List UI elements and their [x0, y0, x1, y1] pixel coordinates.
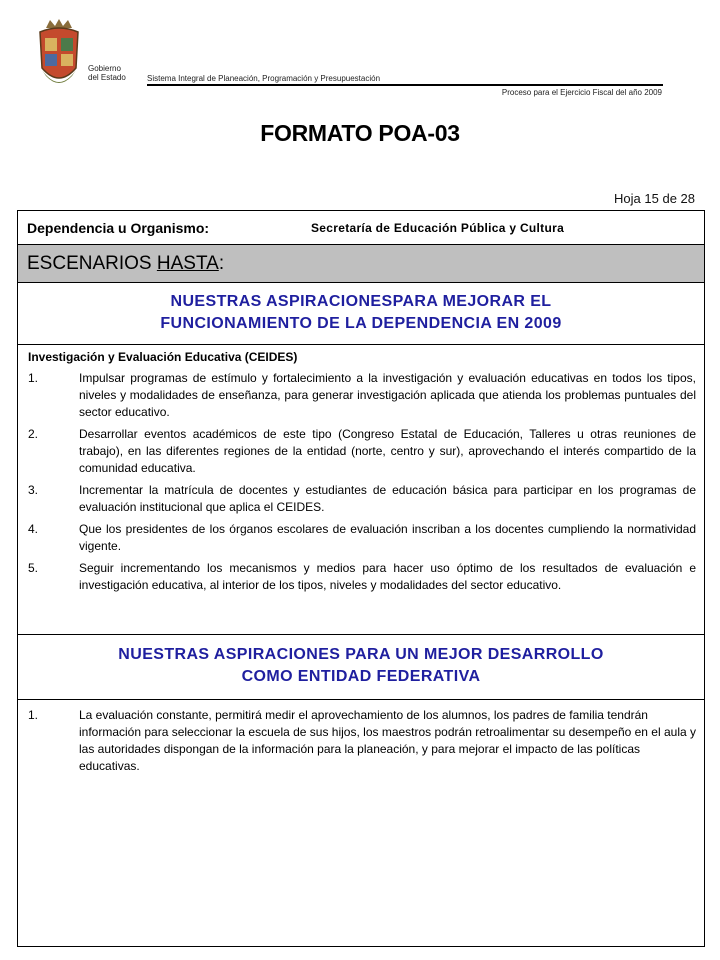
- list-item: [28, 521, 696, 555]
- dependency-row: [18, 211, 704, 245]
- scenarios-prefix: ESCENARIOS: [27, 252, 152, 274]
- scenarios-underlined: HASTA: [156, 252, 219, 274]
- list-item-text: Que los presidentes de los órganos escolares de evaluación inscriban a los docentes cumpliendo la normatividad vigente.: [79, 522, 696, 553]
- list-item-number: 1.: [28, 708, 39, 722]
- list-item: [28, 560, 696, 594]
- page-header: [0, 0, 720, 110]
- sheet-number: Hoja 15 de 28: [614, 191, 695, 206]
- list-item-text: La evaluación constante, permitirá medir el aprovechamiento de los alumnos, los padres de familia tendrán información para seleccionar la escuela de sus hijos, los maestros podrán retroalimentar su desempeño en el aula y las autoridades dispongan de la información para la planeación, y para mejorar el impacto de las políticas educativas.: [79, 708, 696, 773]
- section1-heading-line2: FUNCIONAMIENTO DE LA DEPENDENCIA EN 2009: [160, 315, 562, 332]
- list-item: [28, 426, 696, 477]
- list-item-number: 3.: [28, 483, 39, 497]
- document-title: FORMATO POA-03: [260, 120, 460, 146]
- section1-body: [28, 349, 696, 599]
- header-rule: [147, 84, 663, 86]
- scenarios-row: [18, 245, 704, 283]
- section1-heading: [18, 283, 704, 345]
- list-item: [28, 482, 696, 516]
- scenarios-suffix: :: [218, 252, 225, 274]
- list-item-number: 4.: [28, 522, 39, 536]
- section2-heading: [18, 634, 704, 700]
- system-name: Sistema Integral de Planeación, Programación y Presupuestación: [147, 74, 381, 83]
- list-item-text: Seguir incrementando los mecanismos y medios para hacer uso óptimo de los resultados de evaluación e investigación educativa, al interior de los tipos, niveles y modalidades del sector educativo.: [79, 561, 696, 592]
- state-seal-icon: [36, 18, 82, 96]
- list-item: [28, 707, 696, 775]
- list-item-number: 5.: [28, 561, 39, 575]
- dependency-label: Dependencia u Organismo:: [27, 219, 210, 236]
- government-line-2: del Estado: [88, 73, 126, 82]
- section2-heading-line2: COMO ENTIDAD FEDERATIVA: [241, 668, 481, 685]
- list-item-text: Desarrollar eventos académicos de este tipo (Congreso Estatal de Educación, Talleres u otras reuniones de trabajo), en las diferentes regiones de la entidad (norte, centro y sur), aprovechando el interés compartido de la comunidad educativa.: [79, 427, 696, 475]
- list-item-text: Impulsar programas de estímulo y fortalecimiento a la investigación y evaluación educativas en todos los tipos, niveles y modalidades de enseñanza, para generar investigación aplicada que atienda los problemas puntuales del sector educativo.: [79, 371, 696, 419]
- process-label: Proceso para el Ejercicio Fiscal del año 2009: [501, 88, 662, 97]
- form-frame: [17, 210, 705, 947]
- dependency-value: Secretaría de Educación Pública y Cultura: [311, 220, 565, 235]
- section1-subheading: Investigación y Evaluación Educativa (CEIDES): [28, 350, 298, 364]
- section1-heading-line1: NUESTRAS ASPIRACIONESPARA MEJORAR EL: [170, 293, 552, 310]
- section2-body: [28, 707, 696, 780]
- government-line-1: Gobierno: [88, 64, 121, 73]
- government-label: [88, 64, 126, 82]
- list-item-number: 2.: [28, 427, 39, 441]
- list-item-number: 1.: [28, 371, 39, 385]
- list-item-text: Incrementar la matrícula de docentes y estudiantes de educación básica para participar en los programas de evaluación institucional que aplica el CEIDES.: [79, 483, 696, 514]
- list-item: [28, 370, 696, 421]
- section2-heading-line1: NUESTRAS ASPIRACIONES PARA UN MEJOR DESARROLLO: [118, 646, 604, 663]
